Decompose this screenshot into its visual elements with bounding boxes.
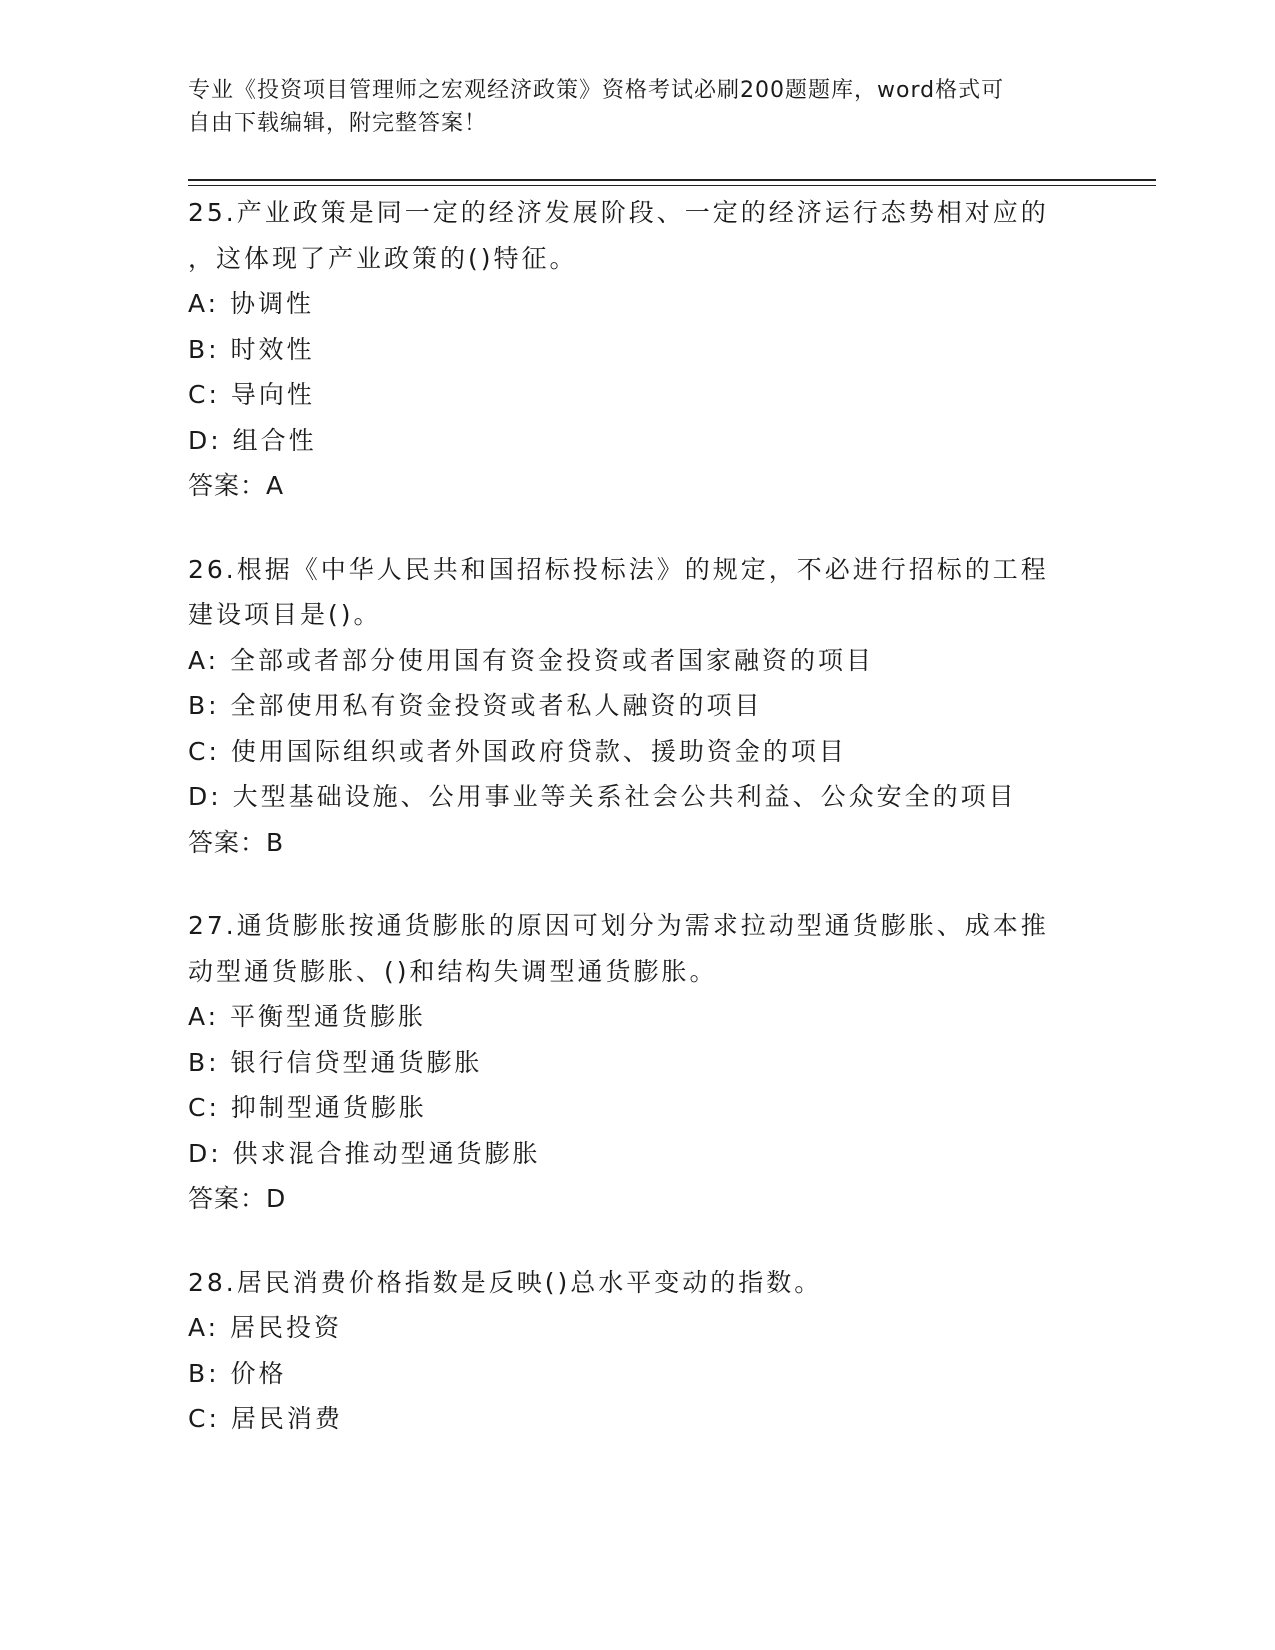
document-header <box>188 74 1068 140</box>
option-d: D: 大型基础设施、公用事业等关系社会公共利益、公众安全的项目 <box>188 782 1017 811</box>
question-26 <box>188 547 1088 866</box>
question-stem-line: 27.通货膨胀按通货膨胀的原因可划分为需求拉动型通货膨胀、成本推 <box>188 911 1049 940</box>
question-stem-line: 26.根据《中华人民共和国招标投标法》的规定，不必进行招标的工程 <box>188 554 1049 584</box>
option-d: D: 组合性 <box>188 425 317 455</box>
question-28 <box>188 1260 1088 1442</box>
option-c: C: 居民消费 <box>188 1404 343 1433</box>
option-b: B: 时效性 <box>188 334 315 364</box>
option-c: C: 导向性 <box>188 380 315 409</box>
option-b: B: 价格 <box>188 1358 287 1388</box>
header-line-2: 自由下载编辑，附完整答案！ <box>188 111 488 136</box>
question-25 <box>188 190 1088 509</box>
answer-label: 答案：B <box>188 827 285 857</box>
question-stem-line: 动型通货膨胀、()和结构失调型通货膨胀。 <box>188 956 718 986</box>
question-stem-line: 建设项目是()。 <box>188 600 382 629</box>
option-a: A: 居民投资 <box>188 1313 343 1342</box>
option-b: B: 银行信贷型通货膨胀 <box>188 1047 483 1077</box>
question-stem-line: ，这体现了产业政策的()特征。 <box>188 243 578 273</box>
header-line-1: 专业《投资项目管理师之宏观经济政策》资格考试必刷200题题库，word格式可 <box>188 78 1005 103</box>
header-divider-thick <box>188 179 1156 181</box>
option-c: C: 使用国际组织或者外国政府贷款、援助资金的项目 <box>188 736 847 766</box>
answer-label: 答案：A <box>188 471 285 500</box>
header-divider-thin <box>188 185 1156 186</box>
option-b: B: 全部使用私有资金投资或者私人融资的项目 <box>188 691 763 720</box>
option-c: C: 抑制型通货膨胀 <box>188 1093 427 1122</box>
option-a: A: 协调性 <box>188 289 315 318</box>
option-d: D: 供求混合推动型通货膨胀 <box>188 1138 541 1168</box>
question-stem-line: 25.产业政策是同一定的经济发展阶段、一定的经济运行态势相对应的 <box>188 198 1049 227</box>
option-a: A: 全部或者部分使用国有资金投资或者国家融资的项目 <box>188 645 875 675</box>
answer-label: 答案：D <box>188 1184 287 1213</box>
question-stem-line: 28.居民消费价格指数是反映()总水平变动的指数。 <box>188 1267 823 1297</box>
question-27 <box>188 903 1088 1222</box>
option-a: A: 平衡型通货膨胀 <box>188 1002 427 1031</box>
question-list <box>188 190 1088 1480</box>
